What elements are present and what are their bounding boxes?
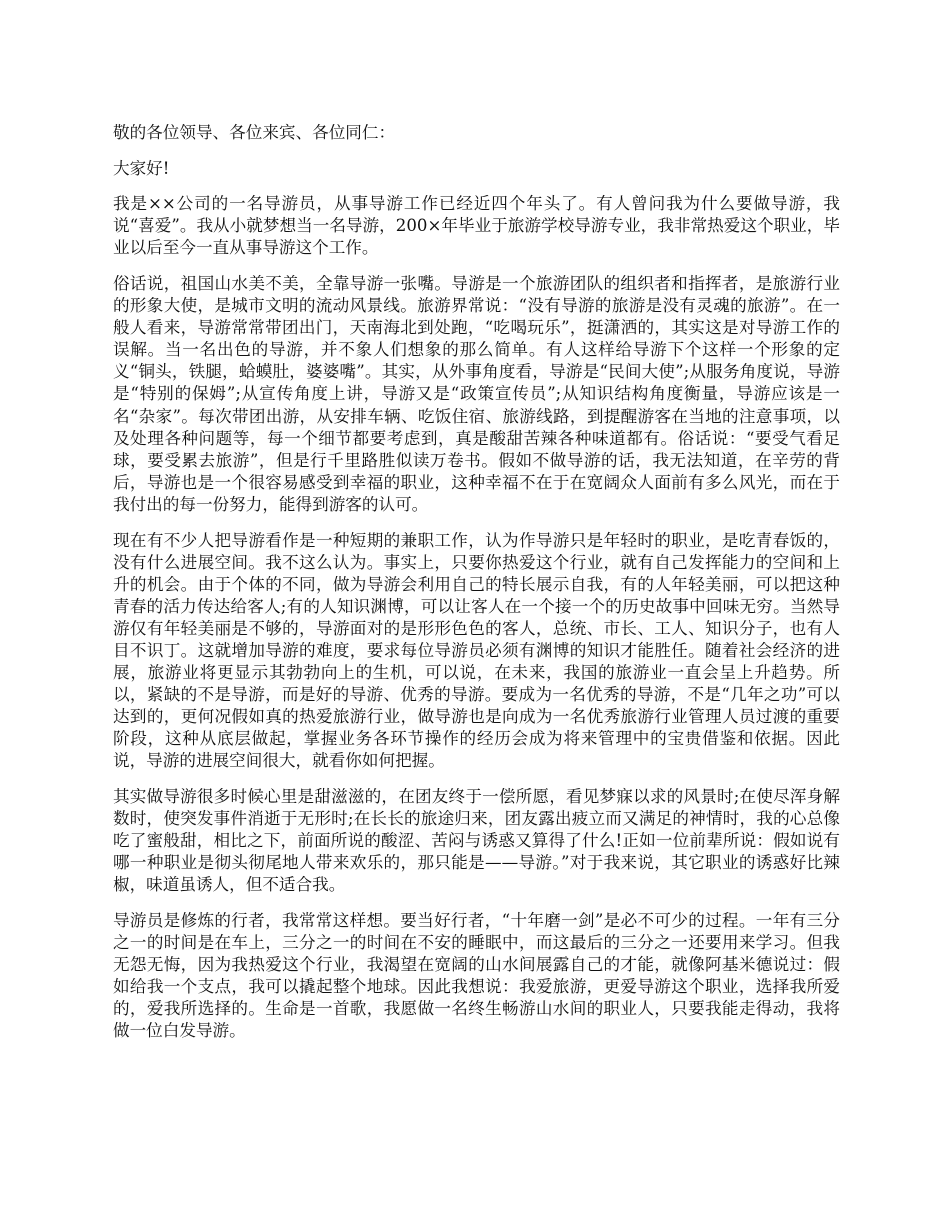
paragraph-intro: 我是××公司的一名导游员，从事导游工作已经近四个年头了。有人曾问我为什么要做导游，我说“喜爱”。我从小就梦想当一名导游，200×年毕业于旅游学校导游专业，我非常热爱这个职业，毕业以后至今一直从事导游这个工作。 [113, 194, 840, 258]
document-body [113, 122, 840, 1056]
paragraph-joy-of-guiding: 其实做导游很多时候心里是甜滋滋的，在团友终于一偿所愿，看见梦寐以求的风景时;在使尽浑身解数时，使突发事件消逝于无形时;在长长的旅途归来，团友露出疲立而又满足的神情时，我的心总像吃了蜜般甜，相比之下，前面所说的酸涩、苦闷与诱惑又算得了什么!正如一位前辈所说：假如说有哪一种职业是彻头彻尾地人带来欢乐的，那只能是——导游。”对于我来说，其它职业的诱惑好比辣椒，味道虽诱人，但不适合我。 [113, 787, 840, 895]
greeting: 大家好! [113, 158, 170, 178]
paragraph-career-development: 现在有不少人把导游看作是一种短期的兼职工作，认为作导游只是年轻时的职业，是吃青春饭的，没有什么进展空间。我不这么认为。事实上，只要你热爱这个行业，就有自己发挥能力的空间和上升的机会。由于个体的不同，做为导游会利用自己的特长展示自我，有的人年轻美丽，可以把这种青春的活力传达给客人;有的人知识渊博，可以让客人在一个接一个的历史故事中回味无穷。当然导游仅有年轻美丽是不够的，导游面对的是形形色色的客人，总统、市长、工人、知识分子，也有人目不识丁。这就增加导游的难度，要求每位导游员必须有渊博的知识才能胜任。随着社会经济的进展，旅游业将更显示其勃勃向上的生机，可以说，在未来，我国的旅游业一直会呈上升趋势。所以，紧缺的不是导游，而是好的导游、优秀的导游。要成为一名优秀的导游，不是“几年之功”可以达到的，更何况假如真的热爱旅游行业，做导游也是向成为一名优秀旅游行业管理人员过渡的重要阶段，这种从底层做起，掌握业务各环节操作的经历会成为将来管理中的宝贵借鉴和依据。因此说，导游的进展空间很大，就看你如何把握。 [113, 530, 840, 771]
paragraph-conclusion: 导游员是修炼的行者，我常常这样想。要当好行者，“十年磨一剑”是必不可少的过程。一年有三分之一的时间是在车上，三分之一的时间在不安的睡眠中，而这最后的三分之一还要用来学习。但我无怨无悔，因为我热爱这个行业，我渴望在宽阔的山水间展露自己的才能，就像阿基米德说过：假如给我一个支点，我可以撬起整个地球。因此我想说：我爱旅游，更爱导游这个职业，选择我所爱的，爱我所选择的。生命是一首歌，我愿做一名终生畅游山水间的职业人，只要我能走得动，我将做一位白发导游。 [113, 911, 840, 1041]
paragraph-role-of-guide: 俗话说，祖国山水美不美，全靠导游一张嘴。导游是一个旅游团队的组织者和指挥者，是旅游行业的形象大使，是城市文明的流动风景线。旅游界常说：“没有导游的旅游是没有灵魂的旅游”。在一般人看来，导游常常带团出门，天南海北到处跑，“吃喝玩乐”，挺潇洒的，其实这是对导游工作的误解。当一名出色的导游，并不象人们想象的那么简单。有人这样给导游下个这样一个形象的定义“铜头，铁腿，蛤蟆肚，婆婆嘴”。其实，从外事角度看，导游是“民间大使”;从服务角度说，导游是“特别的保姆”;从宣传角度上讲，导游又是“政策宣传员”;从知识结构角度衡量，导游应该是一名“杂家”。每次带团出游，从安排车辆、吃饭住宿、旅游线路，到提醒游客在当地的注意事项，以及处理各种问题等，每一个细节都要考虑到，真是酸甜苦辣各种味道都有。俗话说：“要受气看足球，要受累去旅游”，但是行千里路胜似读万卷书。假如不做导游的话，我无法知道，在辛劳的背后，导游也是一个很容易感受到幸福的职业，这种幸福不在于在宽阔众人面前有多么风光，而在于我付出的每一份努力，能得到游客的认可。 [113, 273, 840, 514]
salutation: 敬的各位领导、各位来宾、各位同仁： [113, 123, 396, 142]
